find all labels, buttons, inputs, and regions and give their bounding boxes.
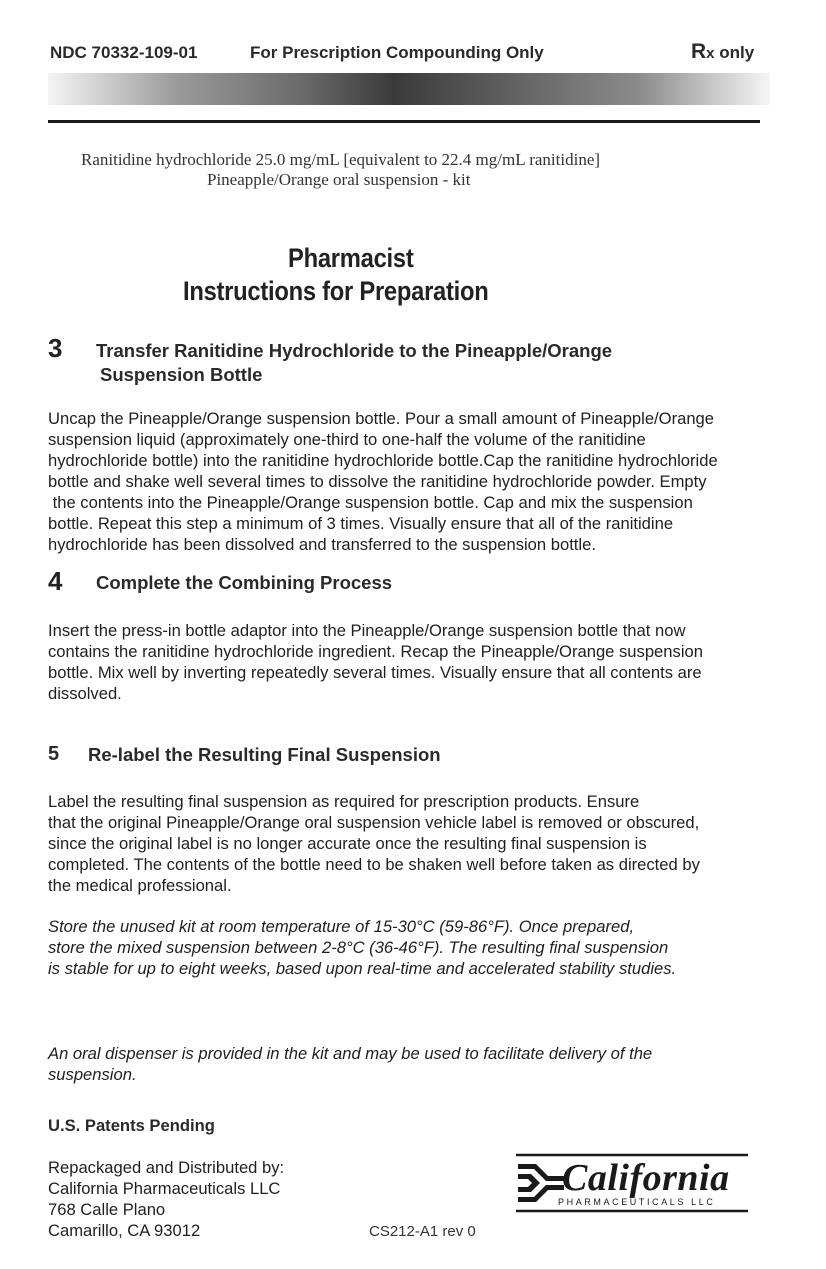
- dispenser-note: An oral dispenser is provided in the kit and may be used to facilitate delivery of the suspension.: [48, 1044, 653, 1084]
- step-4-heading: Complete the Combining Process: [96, 572, 393, 593]
- ndc-number: NDC 70332-109-01: [50, 43, 198, 62]
- distributor-address: Repackaged and Distributed by: California Pharmaceuticals LLC 768 Calle Plano Camarillo, CA 93012: [48, 1158, 285, 1240]
- step-5-heading: Re-label the Resulting Final Suspension: [88, 744, 441, 765]
- revision-code: CS212-A1 rev 0: [369, 1223, 476, 1240]
- header-gradient-bar: [48, 73, 770, 105]
- rx-only-mark: Rx only: [691, 40, 755, 63]
- product-line-2: Pineapple/Orange oral suspension - kit: [207, 170, 471, 189]
- logo-name: California: [562, 1157, 730, 1199]
- step-5-number: 5: [48, 743, 60, 765]
- step-3-body: Uncap the Pineapple/Orange suspension bottle. Pour a small amount of Pineapple/Orange suspension liquid (approximately one-third to one-half the volume of the ranitidine hydrochloride bottle) into the ranitidine hydrochloride bottle.Cap the ranitidine hydrochloride bottle and shake well several times to dissolve the ranitidine hydrochloride powder. Empty the contents into the Pineapple/Orange suspension bottle. Cap and mix the suspension bottle. Repeat this step a minimum of 3 times. Visually ensure that all of the ranitidine hydrochloride has been dissolved and transferred to the suspension bottle.: [48, 409, 718, 554]
- step-4-body: Insert the press-in bottle adaptor into the Pineapple/Orange suspension bottle that now contains the ranitidine hydrochloride ingredient. Recap the Pineapple/Orange suspension bottle. Mix well by inverting repeatedly several times. Visually ensure that all contents are dissolved.: [48, 621, 703, 703]
- step-3-number: 3: [48, 333, 63, 363]
- step-5-body: Label the resulting final suspension as required for prescription products. Ensure that the original Pineapple/Orange oral suspension vehicle label is removed or obscured, since the original label is no longer accurate once the resulting final suspension is completed. The contents of the bottle need to be shaken well before taken as directed by the medical professional.: [48, 792, 700, 895]
- product-line-1: Ranitidine hydrochloride 25.0 mg/mL [equivalent to 22.4 mg/mL ranitidine]: [81, 150, 601, 169]
- step-4-number: 4: [48, 566, 63, 596]
- california-pharmaceuticals-logo: [514, 1152, 750, 1214]
- header-divider: [48, 120, 760, 123]
- storage-note: Store the unused kit at room temperature of 15-30°C (59-86°F). Once prepared, store the mixed suspension between 2-8°C (36-46°F). The resulting final suspension is stable for up to eight weeks, based upon real-time and accelerated stability studies.: [48, 917, 677, 978]
- compounding-notice: For Prescription Compounding Only: [250, 43, 544, 62]
- title-line-2: Instructions for Preparation: [183, 276, 489, 306]
- logo-subtitle: PHARMACEUTICALS LLC: [558, 1197, 716, 1207]
- step-3-heading-line-1: Transfer Ranitidine Hydrochloride to the Pineapple/Orange: [96, 340, 613, 361]
- step-3-heading-line-2: Suspension Bottle: [100, 364, 263, 385]
- patents-pending: U.S. Patents Pending: [48, 1116, 215, 1135]
- title-line-1: Pharmacist: [288, 243, 414, 273]
